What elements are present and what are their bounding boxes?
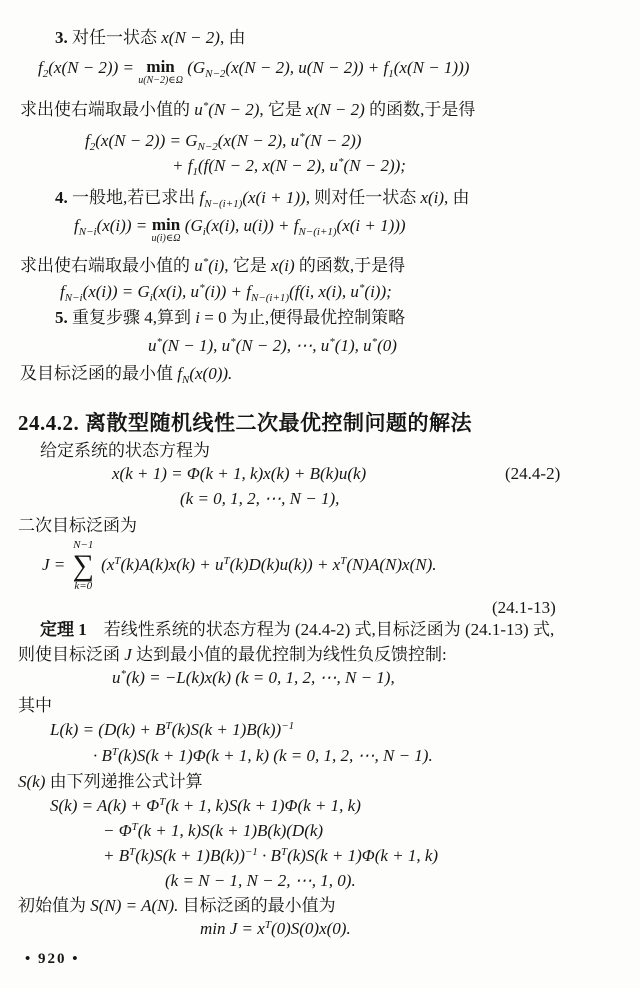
text-run: 及目标泛函的最小值 <box>20 364 178 383</box>
text-run: −1 <box>281 720 295 732</box>
text-run: (x(i), u(i)) + <box>205 216 294 235</box>
text-run: (N − 2)); <box>343 156 406 175</box>
text-initial-value <box>18 896 336 916</box>
formula-riccati-b <box>103 821 323 841</box>
text-run: (k)D(k)u(k)) + x <box>229 554 341 574</box>
text-run: 目标泛函的最小值为 <box>178 896 336 915</box>
formula-state-equation-range <box>180 489 339 509</box>
text-run: 达到最小值的最优控制为线性负反馈控制: <box>131 645 447 664</box>
formula-fni-min <box>74 216 406 244</box>
text-run: 2 <box>89 141 96 153</box>
text-run: (x(N − 1))) <box>393 58 470 77</box>
text-run: T <box>159 796 166 808</box>
text-run: S(k) = A(k) + Φ <box>50 796 160 815</box>
text-run: (x(i + 1))) <box>336 216 406 235</box>
text-run: , 它是 <box>224 256 272 275</box>
theorem-1 <box>40 620 554 640</box>
text-run: (x(i), u <box>152 282 200 301</box>
text-run: (x(0)). <box>189 364 233 383</box>
text-run: N <box>181 374 190 386</box>
formula-gain-a <box>50 720 294 740</box>
text-run: T <box>129 846 136 858</box>
step-4-intro <box>55 188 470 208</box>
formula-objective <box>42 540 437 592</box>
text-run: (x(N − 2)) = <box>95 131 186 150</box>
text-run: −1 <box>244 846 258 858</box>
text-run: 给定系统的状态方程为 <box>40 441 210 460</box>
text-run: 其中 <box>18 696 52 715</box>
text-run: u <box>194 100 203 119</box>
text-run: (1), u <box>334 336 372 355</box>
text-run: T <box>114 554 121 567</box>
text-run: (f(N − 2, x(N − 2), u <box>197 156 339 175</box>
text-run: 的函数,于是得 <box>294 256 406 275</box>
text-run: (k + 1, k)S(k + 1)B(k)(D(k) <box>137 821 324 840</box>
text-run: L(k) = (D(k) + B <box>50 720 166 739</box>
text-run: (x(N − 2), u(N − 2)) + <box>225 58 384 77</box>
text-run: · B <box>257 846 281 865</box>
text-run: * <box>329 336 335 348</box>
text-run: x(i) <box>271 256 295 275</box>
text-run: (0) <box>377 336 397 355</box>
text-run: 若线性系统的状态方程为 (24.4-2) 式,目标泛函为 (24.1-13) 式, <box>86 620 555 639</box>
text-run: (N − 1), u <box>162 336 231 355</box>
text-run: (N − 2)) <box>304 131 362 150</box>
text-run: (x(N − 2), u <box>217 131 300 150</box>
text-run: u <box>148 336 157 355</box>
text-run: (x(N − 2)) = <box>48 58 139 77</box>
text-run: min J = x <box>200 919 265 938</box>
text-run: G <box>185 131 198 150</box>
formula-min-j <box>200 919 351 939</box>
text-run: u <box>194 256 203 275</box>
text-run: (N)A(N)x(N). <box>346 554 437 574</box>
text-run: 求出使右端取最小值的 <box>20 100 195 119</box>
text-run: (i)); <box>364 282 392 301</box>
formula-f2-result-b <box>172 156 406 176</box>
text-run: * <box>358 282 365 294</box>
text-run: = 0 为止,便得最优控制策略 <box>199 308 406 327</box>
text-run: N−2 <box>205 68 226 80</box>
text-run: 则使目标泛函 <box>18 645 125 664</box>
text-run: N−(i+1) <box>204 198 243 210</box>
text-run: * <box>230 336 236 348</box>
text-run: (x(i)) = <box>96 216 152 235</box>
text-run: 重复步骤 4,算到 <box>67 308 196 327</box>
text-run: * <box>202 256 209 268</box>
text-run: 对任一状态 <box>67 28 162 47</box>
text-run: (i)) + <box>204 282 247 301</box>
text-run: f <box>246 282 251 301</box>
text-run: f <box>293 216 299 235</box>
text-run: 二次目标泛函为 <box>18 516 137 535</box>
equation-number: (24.4-2) <box>505 464 561 483</box>
text-run: , 则对任一状态 <box>305 188 421 207</box>
text-where <box>18 696 52 716</box>
text-run: T <box>131 821 138 833</box>
text-run: N−i <box>78 226 97 238</box>
text-run: T <box>264 919 271 931</box>
text-run: 4. <box>55 188 68 207</box>
text-run: , 由 <box>219 28 246 47</box>
text-recursion-intro <box>18 772 203 792</box>
min-operator: min u(i)∈Ω <box>151 215 181 244</box>
text-run: x(N − 2) <box>306 100 365 119</box>
text-run: 初始值为 <box>18 896 91 915</box>
text-run: (x(i)) = <box>82 282 138 301</box>
text-run: x(i) <box>420 188 445 207</box>
text-run: (k)S(k + 1)B(k)) <box>171 720 282 739</box>
formula-fni-result <box>60 282 392 302</box>
text-run: 3. <box>55 28 68 47</box>
text-run: * <box>199 282 205 294</box>
formula-riccati-c <box>103 846 438 866</box>
text-run: N−i <box>64 292 83 304</box>
text-run: ( <box>180 216 191 235</box>
text-run: (f(i, x(i), u <box>289 282 359 301</box>
text-run: f <box>60 282 65 301</box>
text-run: + <box>172 156 188 175</box>
text-run: T <box>280 846 288 858</box>
text-run: * <box>120 668 126 680</box>
text-run: (k = N − 1, N − 2, ⋯, 1, 0). <box>165 871 356 890</box>
text-run: N−2 <box>197 141 218 153</box>
text-run: G <box>190 216 203 235</box>
text-run: i <box>149 292 153 304</box>
text-run: (N − 2), ⋯, u <box>235 336 330 355</box>
text-run: * <box>371 336 378 348</box>
text-run: T <box>111 746 119 758</box>
formula-feedback-control <box>112 668 395 688</box>
text-run: 一般地,若已求出 <box>67 188 200 207</box>
formula-f2-result-a <box>85 131 361 151</box>
text-run: 求出使右端取最小值的 <box>20 256 195 275</box>
text-run: (k)S(k + 1)Φ(k + 1, k) (k = 0, 1, 2, ⋯, N − 1). <box>118 746 433 765</box>
text-objective-intro <box>18 516 137 536</box>
text-run: N−(i+1) <box>250 292 290 304</box>
text-run: * <box>156 336 162 348</box>
equation-number-line <box>492 598 556 618</box>
text-run: * <box>338 156 344 168</box>
text-run: 5. <box>55 308 68 327</box>
text-run: , 它是 <box>259 100 307 119</box>
text-run: x(N − 2) <box>161 28 220 47</box>
formula-state-equation <box>112 464 561 484</box>
text-run: T <box>340 554 347 567</box>
text-run: u <box>112 668 121 687</box>
text-run: 1 <box>388 68 394 80</box>
formula-f2-min <box>38 58 469 86</box>
text-run: (k = 0, 1, 2, ⋯, N − 1), <box>180 489 340 508</box>
formula-riccati-a <box>50 796 361 816</box>
min-operator: min u(N−2)∈Ω <box>138 57 183 86</box>
text-run: (k + 1, k)S(k + 1)Φ(k + 1, k) <box>165 796 361 815</box>
text-run: − Φ <box>103 821 132 840</box>
text-min-value <box>20 364 232 384</box>
text-run: 的函数,于是得 <box>364 100 476 119</box>
text-run: (N − 2) <box>208 100 260 119</box>
text-run: f <box>85 131 90 150</box>
text-run: * <box>202 100 209 112</box>
text-run: N−(i+1) <box>298 226 337 238</box>
text-run: J <box>124 645 132 664</box>
step-5-intro <box>55 308 405 328</box>
formula-riccati-range <box>165 871 356 891</box>
text-run: 2 <box>42 68 49 80</box>
text-run: S(k) <box>18 772 46 791</box>
text-run: * <box>299 131 305 143</box>
text-run: (k)A(k)x(k) + u <box>120 554 224 574</box>
text-run: 由下列递推公式计算 <box>45 772 203 791</box>
formula-gain-b <box>93 746 433 766</box>
section-heading: 24.4.2. 离散型随机线性二次最优控制问题的解法 <box>18 411 472 436</box>
text-run: f <box>187 156 193 175</box>
text-run: i <box>202 226 206 238</box>
text-find-min-u-n2 <box>20 100 475 120</box>
text-run: f <box>38 58 43 77</box>
text-run: T <box>223 554 230 567</box>
text-run: f <box>383 58 389 77</box>
text-run: (x <box>96 554 115 574</box>
text-run: f <box>74 216 79 235</box>
text-run: (k)S(k + 1)Φ(k + 1, k) <box>287 846 439 865</box>
text-state-equation-intro <box>40 441 210 461</box>
text-run: (x(i + 1)) <box>242 188 306 207</box>
formula-optimal-policy <box>148 336 397 356</box>
text-run: 定理 1 <box>40 620 87 639</box>
text-run: J = <box>42 554 70 574</box>
summation-symbol: N−1 ∑ k=0 <box>72 539 94 592</box>
text-run: · B <box>93 746 112 765</box>
theorem-1-cont <box>18 645 447 665</box>
text-run: i <box>195 308 200 327</box>
text-run: T <box>165 720 172 732</box>
text-run: (i) <box>208 256 225 275</box>
text-run: (0)S(0)x(0). <box>270 919 351 938</box>
text-run: (24.1-13) <box>492 598 556 617</box>
page-number: • 920 • <box>25 951 80 967</box>
text-run: x(k + 1) = Φ(k + 1, k)x(k) + B(k)u(k) <box>112 464 367 483</box>
text-run: ( <box>182 58 193 77</box>
text-run: G <box>137 282 150 301</box>
text-run: S(N) = A(N). <box>90 896 179 915</box>
text-run: G <box>192 58 206 77</box>
step-3-intro <box>55 28 245 48</box>
text-run: (k) = −L(k)x(k) (k = 0, 1, 2, ⋯, N − 1), <box>126 668 395 687</box>
text-find-min-u-i <box>20 256 405 276</box>
text-run: + B <box>103 846 130 865</box>
text-run: , 由 <box>444 188 470 207</box>
text-run: f <box>199 188 205 207</box>
text-run: 1 <box>192 166 198 178</box>
text-run: f <box>177 364 182 383</box>
text-run: (k)S(k + 1)B(k)) <box>135 846 245 865</box>
